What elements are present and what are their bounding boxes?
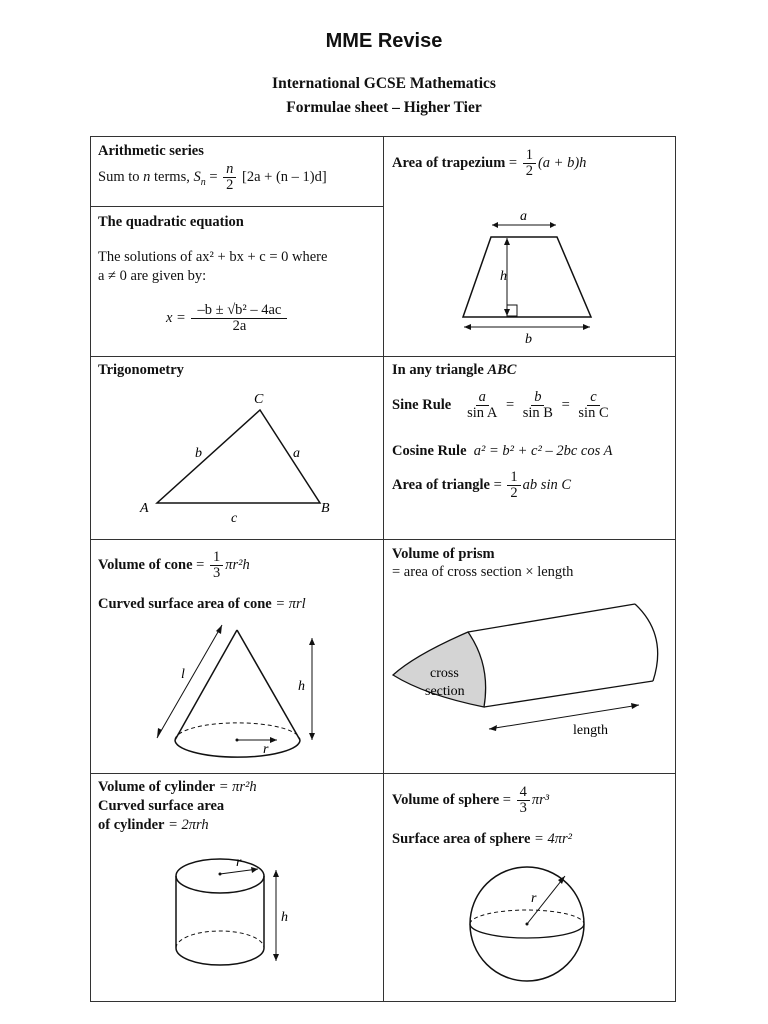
prism-title: Volume of prism [392, 546, 495, 562]
trap-label-h: h [500, 269, 507, 284]
prism-length-label: length [573, 723, 608, 738]
cylinder-label-h: h [281, 910, 288, 925]
arith-formula: Sum to n terms, $S_n$ = $\frac{n}{2}$ [2a + (n – 1)d] [98, 161, 327, 194]
sphere-surface-area: Surface area of sphere = 4πr² [392, 831, 572, 847]
triangle-title: In any triangle ABC [392, 362, 517, 378]
grid-divider [90, 356, 676, 357]
vertex-B: B [321, 501, 330, 516]
prism-formula: = area of cross section × length [392, 564, 574, 580]
cone-volume: Volume of cone = $\frac{1}{3}$ πr²h [98, 549, 250, 582]
grid-divider [90, 773, 676, 774]
cone-diagram [145, 620, 335, 760]
trap-label-b: b [525, 332, 532, 347]
cone-label-r: r [263, 742, 269, 757]
cone-label-l: l [181, 667, 185, 682]
grid-divider [383, 136, 384, 1002]
vertex-A: A [140, 501, 149, 516]
trig-title: Trigonometry [98, 362, 184, 378]
quadratic-formula: x = $\frac{\text{–b ± √b² – 4ac}}{2a}$ [166, 303, 289, 334]
cone-label-h: h [298, 679, 305, 694]
grid-divider [90, 206, 383, 207]
cross-section-label-2: section [425, 684, 465, 699]
sphere-volume: Volume of sphere = $\frac{4}{3}$ πr³ [392, 784, 550, 817]
brand-title: MME Revise [325, 30, 443, 52]
trig-triangle-diagram [135, 385, 345, 525]
quadratic-title: The quadratic equation [98, 214, 244, 230]
side-c: c [231, 511, 238, 526]
cylinder-csa-line2: of cylinder = 2πrh [98, 817, 209, 833]
cylinder-diagram [170, 848, 300, 973]
trapezium-formula: Area of trapezium = $\frac{1}{2}$ (a + b)h [392, 147, 587, 180]
cylinder-volume: Volume of cylinder = πr²h [98, 779, 257, 795]
grid-divider [90, 539, 676, 540]
arith-title: Arithmetic series [98, 143, 204, 159]
vertex-C: C [254, 392, 264, 407]
cone-csa: Curved surface area of cone = πrl [98, 596, 306, 612]
sheet-subtitle: Formulae sheet – Higher Tier [286, 99, 482, 116]
sphere-label-r: r [531, 891, 537, 906]
triangle-area: Area of triangle = $\frac{1}{2}$ ab sin C [392, 469, 572, 502]
trapezium-diagram [455, 205, 605, 345]
cylinder-label-r: r [236, 855, 242, 870]
quadratic-line1: The solutions of ax² + bx + c = 0 where [98, 249, 328, 265]
trap-label-a: a [520, 209, 527, 224]
cross-section-label-1: cross [430, 666, 459, 681]
sphere-diagram [465, 862, 595, 992]
quadratic-line2: a ≠ 0 are given by: [98, 268, 207, 284]
prism-diagram [385, 595, 675, 745]
side-a: a [293, 446, 300, 461]
sheet-title: International GCSE Mathematics [272, 75, 496, 92]
cylinder-csa-line1: Curved surface area [98, 798, 225, 814]
side-b: b [195, 446, 202, 461]
sine-rule: Sine Rule $\frac{a}{\text{sin A}}$ = $\frac{b}{\text{sin B}}$ = $\frac{c}{\text{sin C}}$ [392, 389, 609, 422]
cosine-rule: Cosine Rule a² = b² + c² – 2bc cos A [392, 443, 613, 459]
